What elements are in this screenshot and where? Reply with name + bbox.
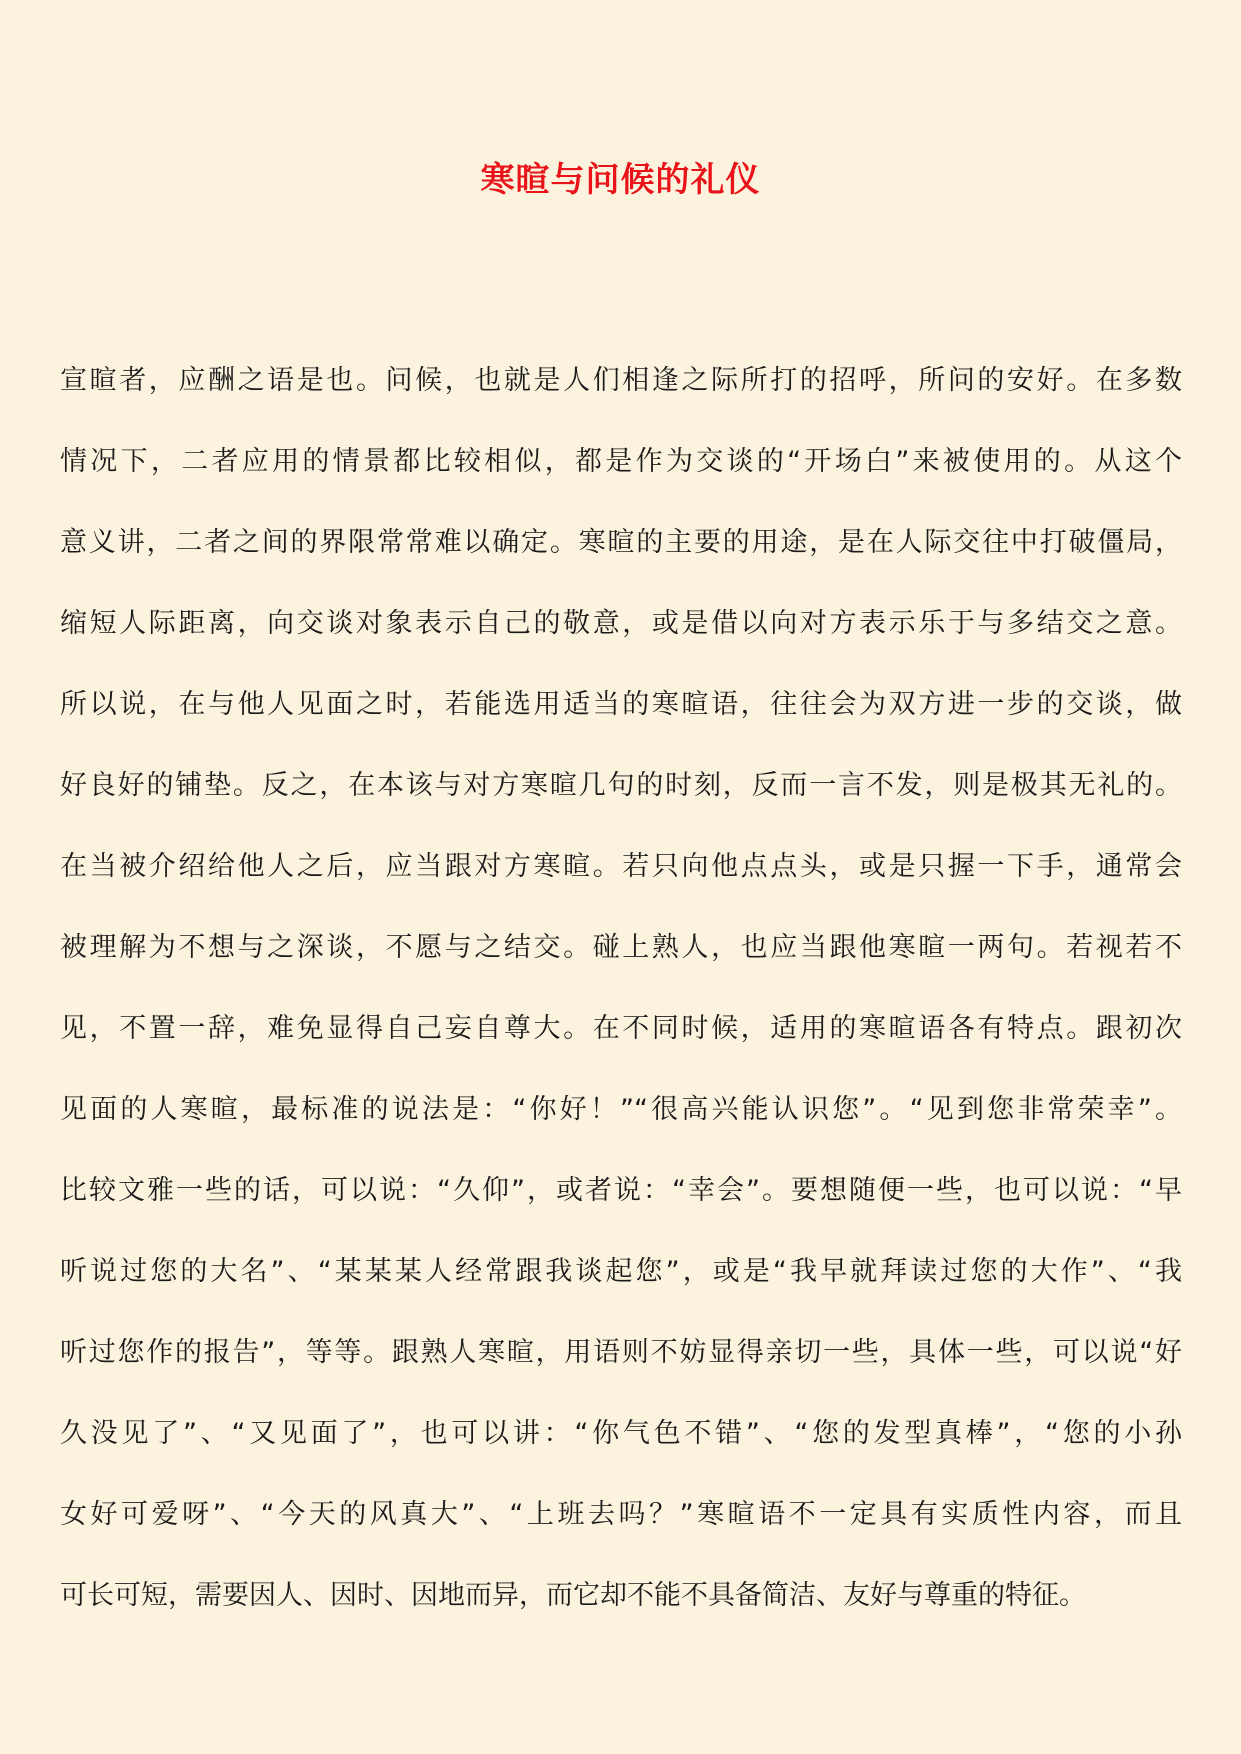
text-line: 好良好的铺垫。反之，在本该与对方寒暄几句的时刻，反而一言不发，则是极其无礼的。 [60,770,1182,801]
text-line: 意义讲，二者之间的界限常常难以确定。寒暄的主要的用途，是在人际交往中打破僵局， [60,527,1182,558]
text-line: 比较文雅一些的话，可以说：“久仰”，或者说：“幸会”。要想随便一些，也可以说：“早 [60,1175,1182,1206]
text-line: 见，不置一辞，难免显得自己妄自尊大。在不同时候，适用的寒暄语各有特点。跟初次 [60,1013,1182,1044]
body-paragraph [60,340,1182,1636]
text-line: 所以说，在与他人见面之时，若能选用适当的寒暄语，往往会为双方进一步的交谈，做 [60,689,1182,720]
text-line: 缩短人际距离，向交谈对象表示自己的敬意，或是借以向对方表示乐于与多结交之意。 [60,608,1182,639]
text-line: 可长可短，需要因人、因时、因地而异，而它却不能不具备简洁、友好与尊重的特征。 [60,1580,1086,1611]
text-line: 情况下，二者应用的情景都比较相似，都是作为交谈的“开场白”来被使用的。从这个 [60,446,1182,477]
text-line: 听说过您的大名”、“某某某人经常跟我谈起您”，或是“我早就拜读过您的大作”、“我 [60,1256,1182,1287]
text-line: 听过您作的报告”，等等。跟熟人寒暄，用语则不妨显得亲切一些，具体一些，可以说“好 [60,1337,1182,1368]
document-title: 寒暄与问候的礼仪 [480,160,761,200]
text-line: 被理解为不想与之深谈，不愿与之结交。碰上熟人，也应当跟他寒暄一两句。若视若不 [60,932,1182,963]
text-line: 久没见了”、“又见面了”，也可以讲：“你气色不错”、“您的发型真棒”，“您的小孙 [60,1418,1182,1449]
text-line: 宣暄者，应酬之语是也。问候，也就是人们相逢之际所打的招呼，所问的安好。在多数 [60,365,1182,396]
text-line: 女好可爱呀”、“今天的风真大”、“上班去吗？”寒暄语不一定具有实质性内容，而且 [60,1499,1182,1530]
text-line: 在当被介绍给他人之后，应当跟对方寒暄。若只向他点点头，或是只握一下手，通常会 [60,851,1182,882]
text-line: 见面的人寒暄，最标准的说法是：“你好！”“很高兴能认识您”。“见到您非常荣幸”。 [60,1094,1182,1125]
